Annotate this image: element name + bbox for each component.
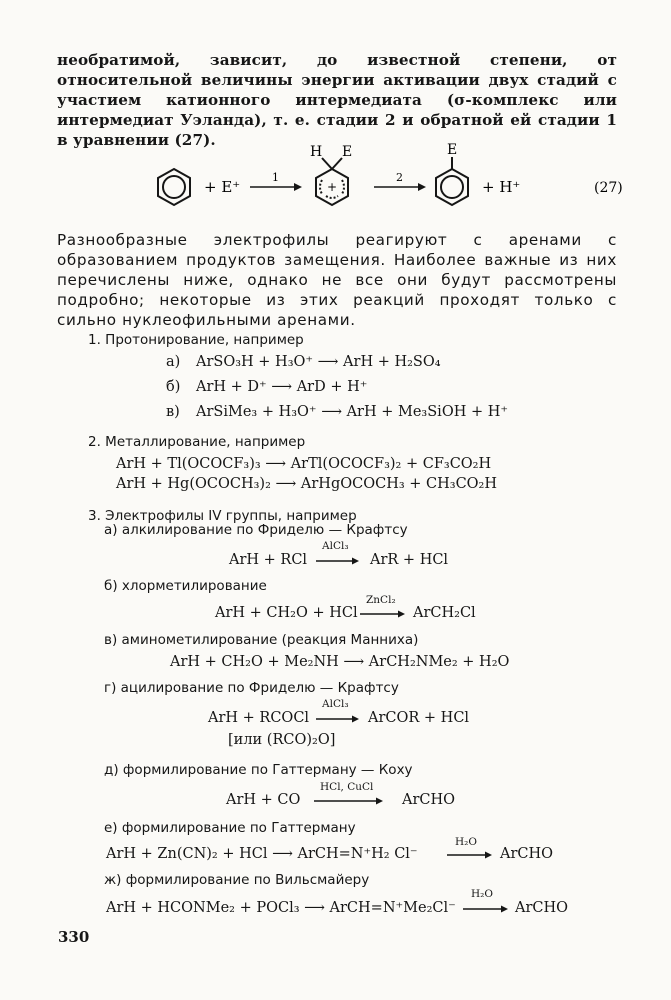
reaction-1c-label: в) xyxy=(166,404,180,420)
substituted-benzene xyxy=(436,157,468,205)
sigma-h: H xyxy=(310,144,323,160)
equation-number: (27) xyxy=(594,180,623,196)
sub-d-title: г) ацилирование по Фриделю — Крафтсу xyxy=(104,680,399,696)
sub-g-title: ж) формилирование по Вильсмайеру xyxy=(104,872,370,888)
reaction-3g-right: ArCHO xyxy=(515,900,569,916)
reaction-3f-arrow xyxy=(447,850,493,860)
sigma-e: E xyxy=(342,144,353,160)
reaction-3d-arrow xyxy=(316,714,360,724)
reaction-3f-condition: H₂O xyxy=(455,836,477,848)
reaction-3a-left: ArH + RCl xyxy=(229,552,308,568)
sub-e-title: д) формилирование по Гаттерману — Коху xyxy=(104,762,413,778)
reaction-3e-right: ArCHO xyxy=(402,792,456,808)
svg-text:2: 2 xyxy=(396,171,403,184)
reaction-1a: ArSO₃H + H₃O⁺ ⟶ ArH + H₂SO₄ xyxy=(196,354,441,370)
section2-heading: 2. Металлирование, например xyxy=(88,434,306,450)
reaction-3d-left: ArH + RCOCl xyxy=(208,710,310,726)
reaction-3g-condition: H₂O xyxy=(471,888,493,900)
sub-b-title: б) хлорметилирование xyxy=(104,578,267,594)
reaction-3b-left: ArH + CH₂O + HCl xyxy=(215,605,358,621)
reaction-3b-right: ArCH₂Cl xyxy=(413,605,476,621)
arrow-step-1 xyxy=(250,171,302,191)
reaction-3d-condition: AlCl₃ xyxy=(322,698,349,710)
reaction-1a-label: а) xyxy=(166,354,181,370)
reaction-3b-arrow xyxy=(360,609,406,619)
reaction-3c: ArH + CH₂O + Me₂NH ⟶ ArCH₂NMe₂ + H₂O xyxy=(170,654,510,670)
sub-c-title: в) аминометилирование (реакция Манниха) xyxy=(104,632,419,648)
reaction-3a-condition: AlCl₃ xyxy=(322,540,349,552)
reaction-3d-right: ArCOR + HCl xyxy=(368,710,470,726)
reaction-3a-right: ArR + HCl xyxy=(370,552,449,568)
reaction-3e-arrow xyxy=(314,796,384,806)
reaction-3g-arrow xyxy=(463,904,509,914)
paragraph-electrophiles: Разнообразные электрофилы реагируют с аренами с образованием продуктов замещения. Наиболее важные из них перечислены ниже, однако не все они будут рассмотрены подробно; некоторые из этих реакций проходят только с сильно нуклеофильными аренами. xyxy=(57,231,617,329)
reaction-3f-right: ArCHO xyxy=(500,846,554,862)
reaction-2-mercury: ArH + Hg(OCOCH₃)₂ ⟶ ArHgOCOCH₃ + CH₃CO₂H xyxy=(116,476,498,492)
svg-text:1: 1 xyxy=(272,171,279,184)
sub-f-title: е) формилирование по Гаттерману xyxy=(104,820,356,836)
reaction-3e-left: ArH + CO xyxy=(226,792,301,808)
reaction-1c: ArSiMe₃ + H₃O⁺ ⟶ ArH + Me₃SiOH + H⁺ xyxy=(196,404,509,420)
reaction-1b: ArH + D⁺ ⟶ ArD + H⁺ xyxy=(196,379,368,395)
intro-paragraph: необратимой, зависит, до известной степени, от относительной величины энергии активации двух стадий с участием катионного интермедиата (σ-комплекс или интермедиат Уэланда), т. е. стадии 2 и обратной ей стадии 1 в уравнении (27). xyxy=(57,51,617,149)
plus-proton: + H⁺ xyxy=(482,178,521,196)
reaction-2-thallium: ArH + Tl(OCOCF₃)₃ ⟶ ArTl(OCOCF₃)₂ + CF₃CO₂H xyxy=(116,456,492,472)
reaction-3b-condition: ZnCl₂ xyxy=(366,594,396,606)
plus-electrophile: + E⁺ xyxy=(204,178,241,196)
reaction-3f-left: ArH + Zn(CN)₂ + HCl ⟶ ArCH=N⁺H₂ Cl⁻ xyxy=(106,846,418,862)
section1-heading: 1. Протонирование, например xyxy=(88,332,304,348)
reaction-1b-label: б) xyxy=(166,379,181,395)
reaction-3d-note: [или (RCO)₂O] xyxy=(228,732,336,748)
page-number: 330 xyxy=(58,928,90,946)
reaction-scheme-27 xyxy=(150,140,630,220)
reaction-3g-left: ArH + HCONMe₂ + POCl₃ ⟶ ArCH=N⁺Me₂Cl⁻ xyxy=(106,900,456,916)
benzene-ring xyxy=(158,169,190,205)
sub-a-title: а) алкилирование по Фриделю — Крафтсу xyxy=(104,522,408,538)
arrow-step-2 xyxy=(374,171,426,191)
section3-heading: 3. Электрофилы IV группы, например xyxy=(88,508,357,524)
reaction-3a-arrow xyxy=(316,556,360,566)
reaction-3e-condition: HCl, CuCl xyxy=(320,781,374,793)
product-e: E xyxy=(447,142,458,158)
sigma-charge: + xyxy=(327,180,338,194)
